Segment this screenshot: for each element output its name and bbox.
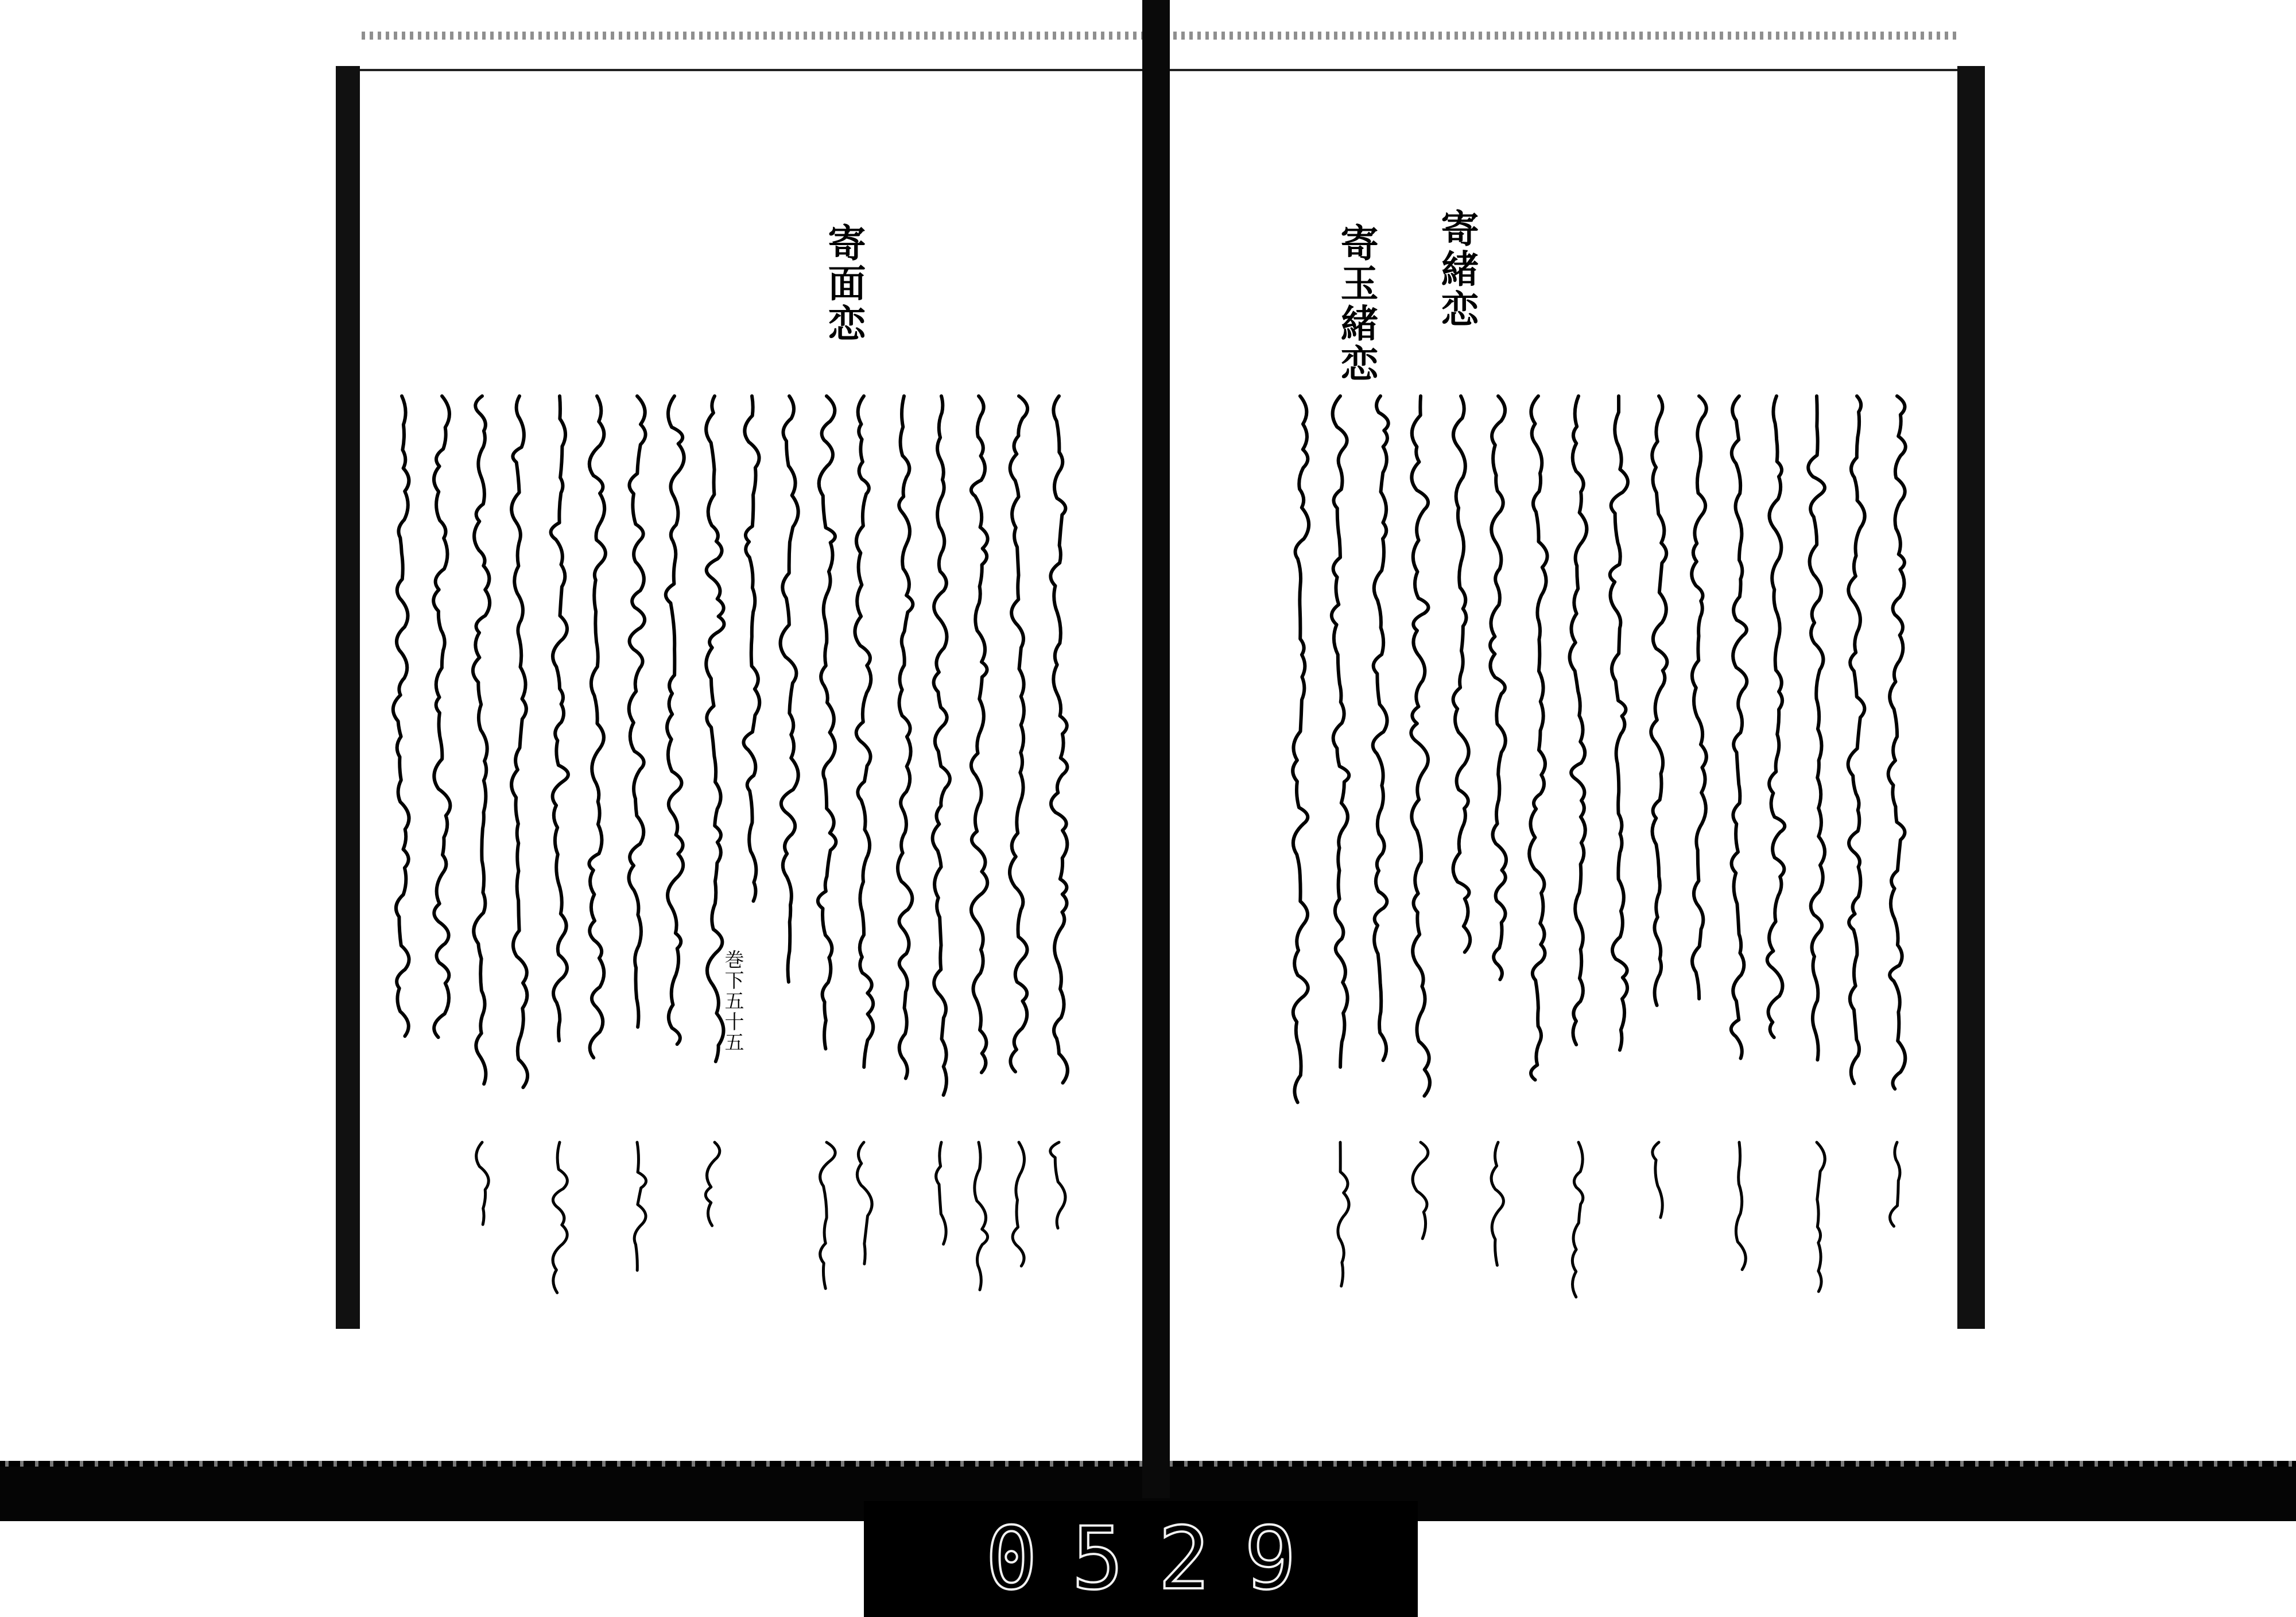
right-page-author-column [1817, 1142, 1825, 1292]
left-page-poem-column [666, 396, 684, 1044]
page-folio: 巻下五十五 [721, 949, 744, 1053]
right-page-poem-column [1411, 396, 1430, 1096]
left-page-poem-column [1050, 396, 1068, 1083]
left-page-poem-column [933, 396, 950, 1095]
right-page-poem-column [1570, 396, 1587, 1045]
right-page-poem-column [1767, 396, 1785, 1037]
left-page-author-column [857, 1142, 872, 1264]
left-page-poem-column [511, 396, 528, 1087]
left-page-author-column [975, 1142, 988, 1290]
left-page-poem-column [629, 396, 646, 1027]
right-page-heading-1: 寄緒恋 [1434, 209, 1479, 329]
right-page-heading-2: 寄玉緒恋 [1334, 223, 1379, 384]
right-page-poem-column [1293, 396, 1309, 1103]
right-page-poem-column [1490, 396, 1506, 979]
left-page-author-column [1013, 1142, 1024, 1266]
right-page-poem-column [1373, 396, 1389, 1060]
left-page-poem-column [589, 396, 606, 1058]
right-page-author-column [1890, 1142, 1900, 1226]
left-page-author-column [936, 1142, 947, 1244]
left-page-poem-column [971, 396, 988, 1073]
frame-number: 0529 [985, 1509, 1331, 1609]
left-page-author-column [553, 1142, 567, 1293]
right-page-poem-column [1848, 396, 1865, 1084]
left-page-poem-column [433, 396, 450, 1037]
right-page-author-column [1491, 1142, 1503, 1265]
left-page-poem-column [1010, 396, 1027, 1072]
left-page-poem-column [706, 396, 724, 1061]
left-page-author-column [634, 1142, 646, 1270]
right-page-poem-column [1808, 396, 1825, 1060]
right-page-poem-column [1731, 396, 1747, 1058]
left-page-poem-column [743, 396, 759, 901]
right-page-poem-column [1651, 396, 1667, 1005]
left-page-author-column [705, 1142, 720, 1226]
left-page-author-column [476, 1142, 489, 1224]
left-page-poem-column [551, 396, 568, 1041]
right-page-poem-column [1453, 396, 1471, 952]
right-page-poem-column [1529, 396, 1547, 1080]
right-page-poem-column [1332, 396, 1349, 1067]
right-page-author-column [1572, 1142, 1583, 1297]
frame-number-plate [864, 1501, 1418, 1617]
right-page-poem-column [1692, 396, 1707, 999]
left-page-poem-column [855, 396, 873, 1067]
left-page-poem-column [393, 396, 409, 1036]
right-page-author-column [1736, 1142, 1746, 1270]
left-page-heading: 寄面恋 [821, 223, 866, 344]
left-page-poem-column [818, 396, 836, 1049]
left-page-poem-column [781, 396, 798, 982]
right-page-author-column [1413, 1142, 1428, 1239]
left-page-poem-column [898, 396, 913, 1079]
right-page-author-column [1338, 1142, 1349, 1286]
right-page-author-column [1653, 1142, 1662, 1217]
left-page-author-column [820, 1142, 835, 1289]
right-page-poem-column [1610, 396, 1628, 1050]
left-page-author-column [1050, 1142, 1065, 1228]
right-page-poem-column [1888, 396, 1906, 1089]
left-page-poem-column [473, 396, 490, 1084]
